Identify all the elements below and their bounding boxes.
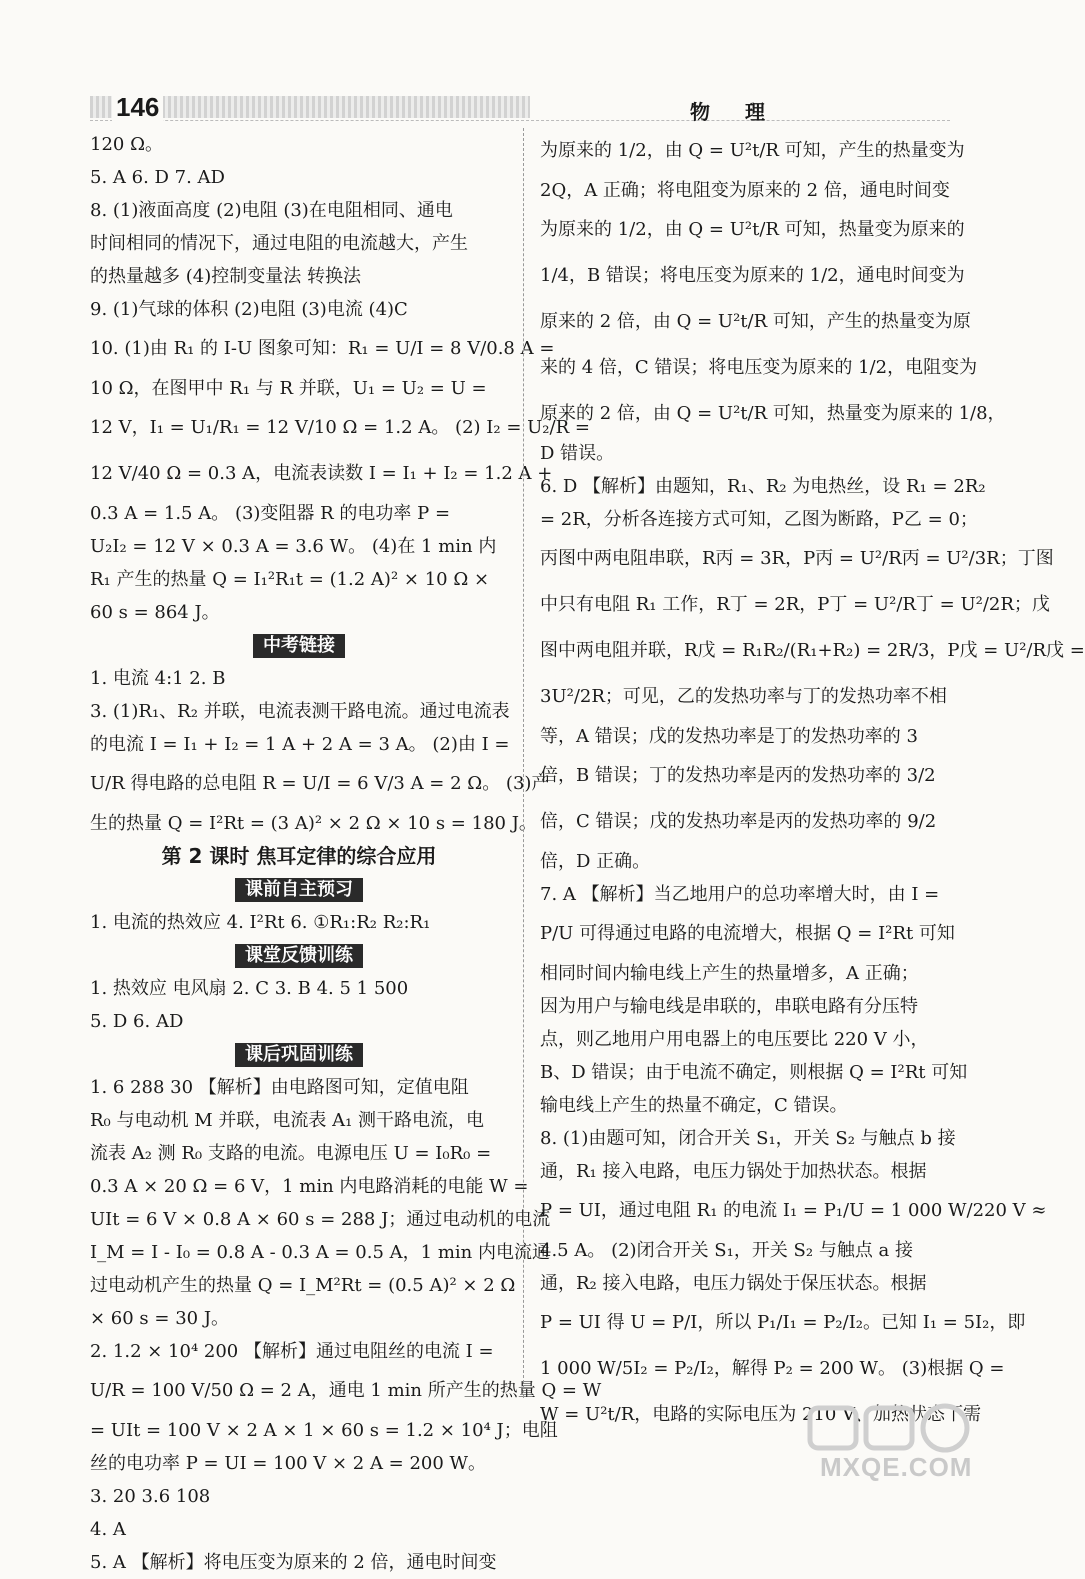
section-banner-label: 课堂反馈训练	[235, 944, 363, 968]
text-line: P = UI 得 U = P/I，所以 P₁/I₁ = P₂/I₂。已知 I₁ = 5I₂，即	[540, 1312, 1026, 1333]
text-line: D 错误。	[540, 443, 615, 464]
text-line: 输电线上产生的热量不确定，C 错误。	[540, 1095, 848, 1116]
text-line: 60 s = 864 J。	[90, 602, 220, 623]
text-line: 原来的 2 倍，由 Q = U²t/R 可知，产生的热量变为原	[540, 311, 971, 332]
text-line: 1/4，B 错误；将电压变为原来的 1/2，通电时间变为	[540, 265, 965, 286]
text-line: 相同时间内输电线上产生的热量增多，A 正确；	[540, 963, 919, 984]
text-line: 倍，C 错误；戊的发热功率是丙的发热功率的 9/2	[540, 811, 937, 832]
text-line: 的热量越多 (4)控制变量法 转换法	[90, 266, 361, 287]
text-line: 因为用户与输电线是串联的，串联电路有分压特	[540, 996, 918, 1017]
text-line: 2Q，A 正确；将电阻变为原来的 2 倍，通电时间变	[540, 180, 950, 201]
text-line: 10 Ω，在图甲中 R₁ 与 R 并联，U₁ = U₂ = U =	[90, 378, 487, 399]
text-line: 5. A 【解析】将电压变为原来的 2 倍，通电时间变	[90, 1552, 497, 1573]
text-line: 6. D 【解析】由题知，R₁、R₂ 为电热丝，设 R₁ = 2R₂	[540, 476, 986, 497]
text-line: W = U²t/R，电路的实际电压为 210 V、加热状态下需	[540, 1404, 982, 1425]
text-line: UIt = 6 V × 0.8 A × 60 s = 288 J；通过电动机的电流	[90, 1209, 551, 1230]
text-line: 3. (1)R₁、R₂ 并联，电流表测干路电流。通过电流表	[90, 701, 510, 722]
text-line: = 2R，分析各连接方式可知，乙图为断路，P乙 = 0；	[540, 509, 978, 530]
text-line: 9. (1)气球的体积 (2)电阻 (3)电流 (4)C	[90, 299, 408, 320]
text-line: 5. D 6. AD	[90, 1011, 184, 1032]
text-line: 过电动机产生的热量 Q = I_M²Rt = (0.5 A)² × 2 Ω	[90, 1275, 516, 1296]
text-line: 点，则乙地用户用电器上的电压要比 220 V 小，	[540, 1029, 929, 1050]
lesson-title: 第 2 课时 焦耳定律的综合应用	[161, 844, 437, 868]
text-line: 0.3 A = 1.5 A。 (3)变阻器 R 的电功率 P =	[90, 503, 451, 524]
text-line: 10. (1)由 R₁ 的 I-U 图象可知：R₁ = U/I = 8 V/0.8 A =	[90, 338, 555, 359]
text-line: 3. 20 3.6 108	[90, 1486, 211, 1507]
text-line: 倍，B 错误；丁的发热功率是丙的发热功率的 3/2	[540, 765, 936, 786]
text-line: 生的热量 Q = I²Rt = (3 A)² × 2 Ω × 10 s = 180 J。	[90, 813, 537, 834]
text-line: 8. (1)由题可知，闭合开关 S₁，开关 S₂ 与触点 b 接	[540, 1128, 956, 1149]
header-rule	[90, 120, 950, 121]
text-line: 原来的 2 倍，由 Q = U²t/R 可知，热量变为原来的 1/8，	[540, 403, 1006, 424]
text-line: 来的 4 倍，C 错误；将电压变为原来的 1/2，电阻变为	[540, 357, 978, 378]
section-banner	[90, 629, 508, 662]
text-line: B、D 错误；由于电流不确定，则根据 Q = I²Rt 可知	[540, 1062, 968, 1083]
text-line: 1 000 W/5I₂ = P₂/I₂，解得 P₂ = 200 W。 (3)根据 Q =	[540, 1358, 1005, 1379]
text-line: 为原来的 1/2，由 Q = U²t/R 可知，热量变为原来的	[540, 219, 965, 240]
text-line: 8. (1)液面高度 (2)电阻 (3)在电阻相同、通电	[90, 200, 453, 221]
text-line: 丙图中两电阻串联，R丙 = 3R，P丙 = U²/R丙 = U²/3R；丁图	[540, 548, 1054, 569]
text-line: 1. 电流的热效应 4. I²Rt 6. ①R₁:R₂ R₂:R₁	[90, 912, 431, 933]
text-line: 倍，D 正确。	[540, 851, 651, 872]
text-line: × 60 s = 30 J。	[90, 1308, 230, 1329]
text-line: U/R = 100 V/50 Ω = 2 A，通电 1 min 所产生的热量 Q = W	[90, 1380, 602, 1401]
text-line: 7. A 【解析】当乙地用户的总功率增大时，由 I =	[540, 884, 940, 905]
text-line: 12 V，I₁ = U₁/R₁ = 12 V/10 Ω = 1.2 A。 (2) I₂ = U₂/R =	[90, 417, 590, 438]
text-line: R₀ 与电动机 M 并联，电流表 A₁ 测干路电流，电	[90, 1110, 485, 1131]
text-line: 120 Ω。	[90, 134, 164, 155]
text-line: 1. 6 288 30 【解析】由电路图可知，定值电阻	[90, 1077, 469, 1098]
right-column	[540, 128, 1085, 1438]
text-line: 1. 热效应 电风扇 2. C 3. B 4. 5 1 500	[90, 978, 409, 999]
text-line: U₂I₂ = 12 V × 0.3 A = 3.6 W。 (4)在 1 min 内	[90, 536, 497, 557]
text-line: 4. A	[90, 1519, 126, 1540]
section-banner-label: 课后巩固训练	[235, 1043, 363, 1067]
text-line: 为原来的 1/2，由 Q = U²t/R 可知，产生的热量变为	[540, 140, 965, 161]
section-banner	[90, 873, 508, 906]
section-banner-label: 中考链接	[253, 634, 345, 658]
page-header	[90, 88, 950, 124]
text-line: 5. A 6. D 7. AD	[90, 167, 225, 188]
text-line: R₁ 产生的热量 Q = I₁²R₁t = (1.2 A)² × 10 Ω ×	[90, 569, 490, 590]
text-line: U/R 得电路的总电阻 R = U/I = 6 V/3 A = 2 Ω。 (3)产	[90, 773, 550, 794]
section-banner	[90, 1038, 508, 1071]
text-line: 丝的电功率 P = UI = 100 V × 2 A = 200 W。	[90, 1453, 487, 1474]
text-line: 流表 A₂ 测 R₀ 支路的电流。电源电压 U = I₀R₀ =	[90, 1143, 492, 1164]
text-line: 等，A 错误；戊的发热功率是丁的发热功率的 3	[540, 726, 918, 747]
page-number: 146	[112, 92, 163, 123]
text-line: 图中两电阻并联，R戊 = R₁R₂/(R₁+R₂) = 2R/3，P戊 = U²/R戊 =	[540, 640, 1085, 661]
text-line: 1. 电流 4:1 2. B	[90, 668, 226, 689]
text-line: 通，R₁ 接入电路，电压力锅处于加热状态。根据	[540, 1161, 927, 1182]
column-divider	[523, 128, 524, 1398]
text-line: = UIt = 100 V × 2 A × 1 × 60 s = 1.2 × 10⁴ J；电阻	[90, 1420, 558, 1441]
text-line: 2. 1.2 × 10⁴ 200 【解析】通过电阻丝的电流 I =	[90, 1341, 494, 1362]
text-line: 时间相同的情况下，通过电阻的电流越大，产生	[90, 233, 468, 254]
text-line: I_M = I - I₀ = 0.8 A - 0.3 A = 0.5 A，1 min 内电流通	[90, 1242, 550, 1263]
text-line: 的电流 I = I₁ + I₂ = 1 A + 2 A = 3 A。 (2)由 I =	[90, 734, 510, 755]
section-banner	[90, 939, 508, 972]
watermark-text: MXQE.COM	[820, 1452, 973, 1482]
text-line: 4.5 A。 (2)闭合开关 S₁，开关 S₂ 与触点 a 接	[540, 1240, 913, 1261]
text-line: 12 V/40 Ω = 0.3 A，电流表读数 I = I₁ + I₂ = 1.2 A +	[90, 463, 553, 484]
section-banner-label: 课前自主预习	[235, 878, 363, 902]
text-line: 通，R₂ 接入电路，电压力锅处于保压状态。根据	[540, 1273, 927, 1294]
text-line: 0.3 A × 20 Ω = 6 V，1 min 内电路消耗的电能 W =	[90, 1176, 529, 1197]
text-line: 中只有电阻 R₁ 工作，R丁 = 2R，P丁 = U²/R丁 = U²/2R；戊	[540, 594, 1050, 615]
text-line: P = UI，通过电阻 R₁ 的电流 I₁ = P₁/U = 1 000 W/220 V ≈	[540, 1200, 1047, 1221]
text-line: P/U 可得通过电路的电流增大，根据 Q = I²Rt 可知	[540, 923, 955, 944]
subject-title: 物 理	[690, 100, 779, 124]
text-line: 3U²/2R；可见，乙的发热功率与丁的发热功率不相	[540, 686, 947, 707]
